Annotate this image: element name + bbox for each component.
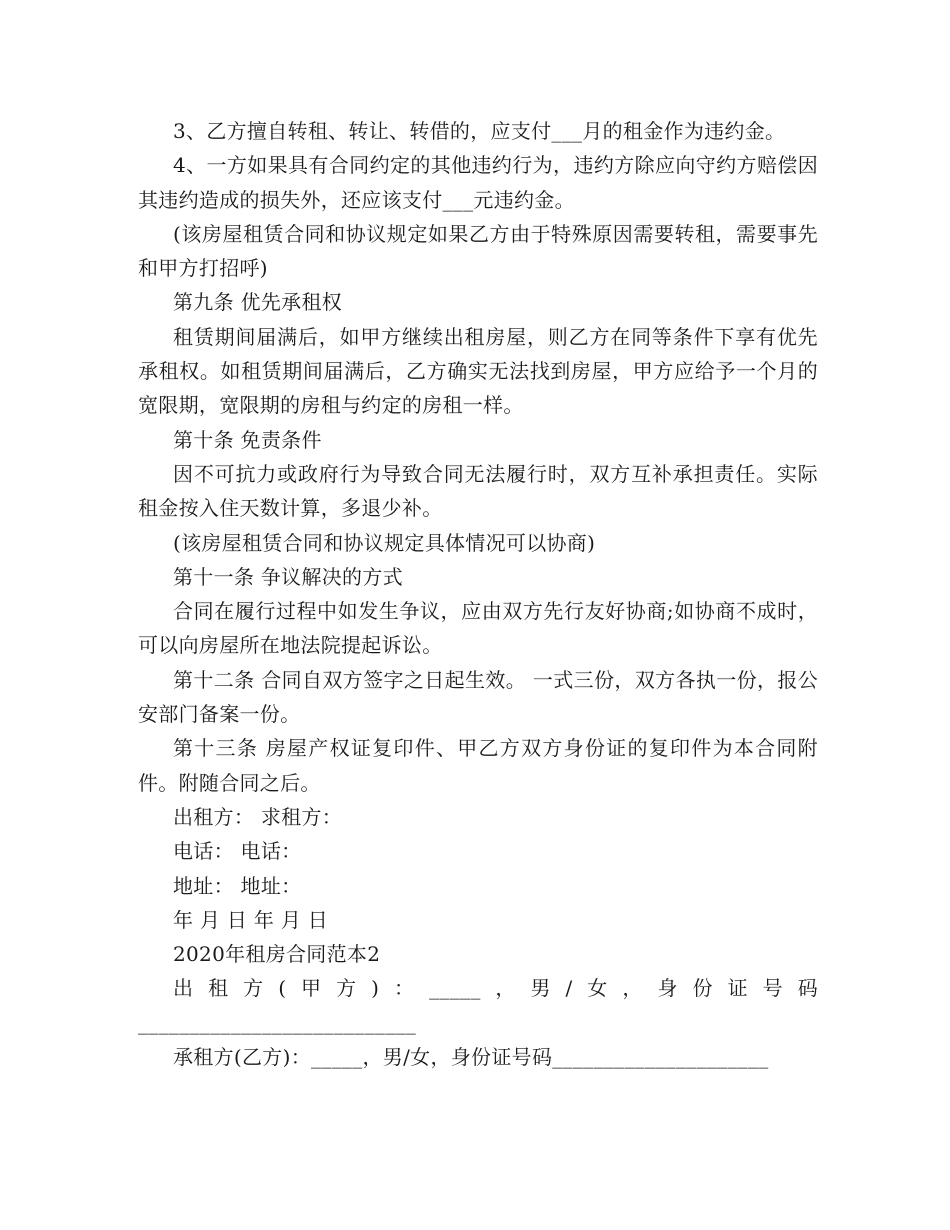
article-11-heading: 第十一条 争议解决的方式 bbox=[173, 564, 403, 589]
signature-phone: 电话： 电话： bbox=[173, 839, 302, 864]
article-9-heading: 第九条 优先承租权 bbox=[173, 290, 343, 315]
clause-3-sublease-penalty: 3、乙方擅自转租、转让、转借的，应支付___月的租金作为违约金。 bbox=[173, 119, 786, 143]
signature-date: 年 月 日 年 月 日 bbox=[173, 907, 329, 932]
signature-address: 地址： 地址： bbox=[173, 873, 302, 898]
note-negotiable: (该房屋租赁合同和协议规定具体情况可以协商) bbox=[173, 530, 596, 555]
lessee-party-b: 承租方(乙方)：_____，男/女，身份证号码_____________________ bbox=[173, 1045, 769, 1070]
article-12: 第十二条 合同自双方签字之日起生效。 一式三份，双方各执一份，报公安部门备案一份。 bbox=[138, 667, 818, 727]
article-10-heading: 第十条 免责条件 bbox=[173, 427, 322, 452]
article-13: 第十三条 房屋产权证复印件、甲乙方双方身份证的复印件为本合同附件。附随合同之后。 bbox=[138, 736, 818, 795]
article-9-body: 租赁期间届满后，如甲方继续出租房屋，则乙方在同等条件下享有优先承租权。如租赁期间届满后，乙方确实无法找到房屋，甲方应给予一个月的宽限期，宽限期的房租与约定的房租一样。 bbox=[138, 324, 818, 418]
article-11-body: 合同在履行过程中如发生争议，应由双方先行友好协商;如协商不成时，可以向房屋所在地法院提起诉讼。 bbox=[138, 599, 818, 658]
document-page bbox=[138, 114, 818, 1074]
contract-template-title: 2020年租房合同范本2 bbox=[173, 942, 381, 967]
lessor-party-a: 出租方(甲方)：_____，男/女，身份证号码___________________________ bbox=[138, 976, 818, 1035]
article-10-body: 因不可抗力或政府行为导致合同无法履行时，双方互补承担责任。实际租金按入住天数计算，多退少补。 bbox=[138, 461, 818, 521]
note-sublease: (该房屋租赁合同和协议规定如果乙方由于特殊原因需要转租，需要事先和甲方打招呼) bbox=[138, 221, 818, 281]
clause-4-other-breach: 4、一方如果具有合同约定的其他违约行为，违约方除应向守约方赔偿因其违约造成的损失外，还应该支付___元违约金。 bbox=[138, 153, 818, 212]
signature-parties: 出租方： 求租方： bbox=[173, 804, 343, 829]
